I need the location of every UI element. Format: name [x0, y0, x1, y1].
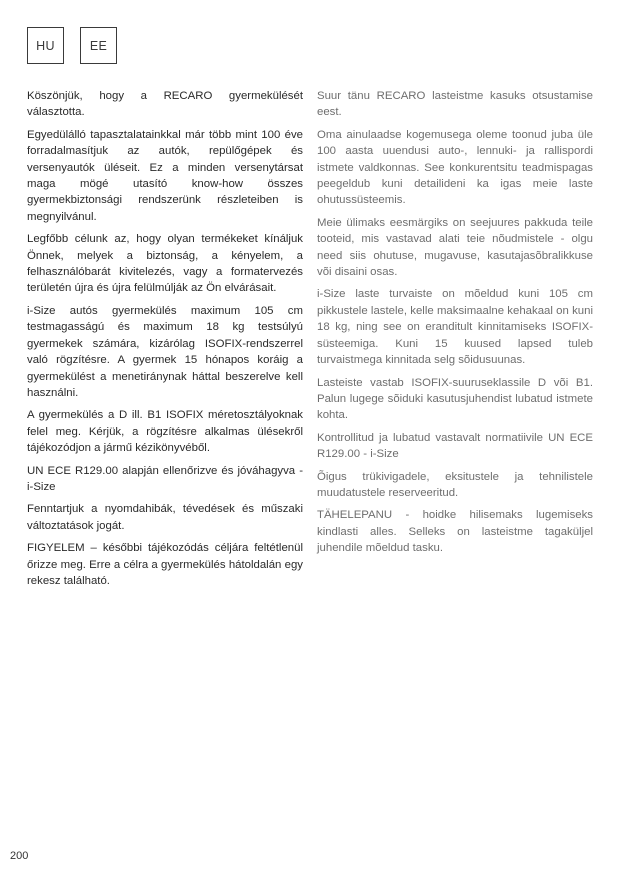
hu-paragraph: Egyedülálló tapasztalatainkkal már több mint 100 éve forradalmasítjuk az autók, repülőgépek és versenyautók üléseit. Ez a minden versenytársat maga mögé utasító know-how összes gyermekbiztonsági rendszerünk részleteiben is megnyilvánul.: [27, 128, 303, 223]
ee-paragraph: Lasteiste vastab ISOFIX-suuruseklassile D või B1. Palun lugege sõiduki kasutusjuhendist lubatud istmete kohta.: [317, 376, 593, 422]
language-tag-ee: EE: [80, 27, 117, 64]
ee-paragraph: Oma ainulaadse kogemusega oleme toonud juba üle 100 aasta uuendusi auto-, lennuki- ja rallispordi istmete valdkonnas. See konkurentsitu teadmispagas peegeldub kuni detailideni ka igas meie laste ohutussüsteemis.: [317, 128, 593, 207]
ee-paragraph: Õigus trükivigadele, eksitustele ja tehnilistele muudatustele reserveeritud.: [317, 470, 593, 499]
ee-paragraph: Kontrollitud ja lubatud vastavalt normatiivile UN ECE R129.00 - i-Size: [317, 431, 593, 461]
page-number: 200: [10, 850, 29, 862]
estonian-text-column: [317, 88, 593, 563]
ee-paragraph: Suur tänu RECARO lasteistme kasuks otsustamise eest.: [317, 90, 593, 119]
language-tag-hu: HU: [27, 27, 64, 64]
ee-paragraph: Meie ülimaks eesmärgiks on seejuures pakkuda teile tooteid, mis vastavad alati teie nõudmistele - olgu need siis ohutuse, mugavuse, kasutajasõbralikkuse või disaini osas.: [317, 216, 593, 279]
hu-paragraph: FIGYELEM – későbbi tájékozódás céljára feltétlenül őrizze meg. Erre a célra a gyermekülés hátoldalán egy rekesz található.: [27, 542, 303, 587]
hu-paragraph: UN ECE R129.00 alapján ellenőrizve és jóváhagyva - i-Size: [27, 464, 303, 493]
hu-paragraph: A gyermekülés a D ill. B1 ISOFIX méretosztályoknak felel meg. Kérjük, a rögzítésre alkalmas ülésekről tájékozódjon a jármű kézikönyvéből.: [27, 409, 303, 455]
ee-paragraph: TÄHELEPANU - hoidke hilisemaks lugemiseks kindlasti alles. Selleks on lasteistme tagaküljel juhendile mõeldud tasku.: [317, 509, 593, 555]
hu-paragraph: Legfőbb célunk az, hogy olyan termékeket kínáljuk Önnek, melyek a biztonság, a kényelem, a felhasználóbarát kivitelezés, vagy a formatervezés területén újra és újra felülmúlják az Ön elvárásait.: [27, 233, 303, 295]
ee-paragraph: i-Size laste turvaiste on mõeldud kuni 105 cm pikkustele lastele, kelle maksimaalne kehakaal on kuni 18 kg, ning see on eranditult kinnitamiseks ISOFIX-süsteemiga. Kuni 15 kuused lapsed tuleb turvaistmega kinnitada selg sõidusuunas.: [317, 288, 593, 367]
hu-paragraph: Fenntartjuk a nyomdahibák, tévedések és műszaki változtatások jogát.: [27, 503, 303, 532]
hu-paragraph: Köszönjük, hogy a RECARO gyermekülését választotta.: [27, 90, 303, 119]
hu-paragraph: i-Size autós gyermekülés maximum 105 cm testmagasságú és maximum 18 kg testsúlyú gyermekek számára, kizárólag ISOFIX-rendszerrel való rögzítésre. A gyermek 15 hónapos koráig a gyermekülést a menetiránynak háttal beszerelve kell használni.: [27, 304, 303, 399]
hungarian-text-column: [27, 88, 303, 595]
